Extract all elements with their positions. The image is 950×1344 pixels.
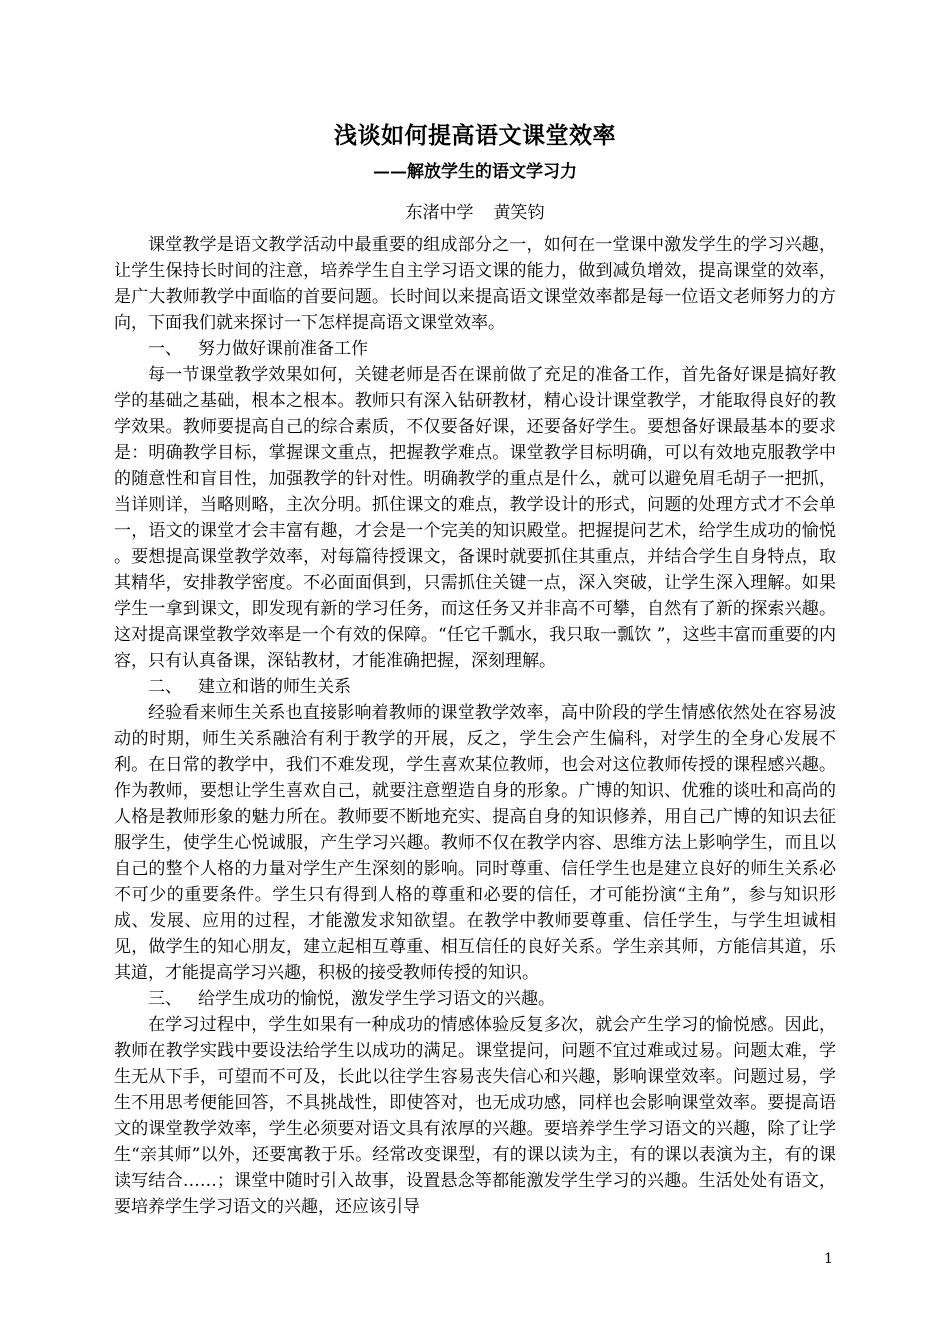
section-number-3: 三、 bbox=[148, 989, 182, 1009]
section-paragraph-2: 经验看来师生关系也直接影响着教师的课堂教学效率，高中阶段的学生情感依然处在容易波动的时期，师生关系融洽有利于教学的开展，反之，学生会产生偏科，对学生的全身心发展不利。在日常的教学中，我们不难发现，学生喜欢某位教师，也会对这位教师传授的课程感兴趣。作为教师，要想让学生喜欢自己，就要注意塑造自身的形象。广博的知识、优雅的谈吐和高尚的人格是教师形象的魅力所在。教师要不断地充实、提高自身的知识修养，用自己广博的知识去征服学生，使学生心悦诚服，产生学习兴趣。教师不仅在教学内容、思维方法上影响学生，而且以自己的整个人格的力量对学生产生深刻的影响。同时尊重、信任学生也是建立良好的师生关系必不可少的重要条件。学生只有得到人格的尊重和必要的信任，才可能扮演“主角”，参与知识形成、发展、应用的过程，才能激发求知欲望。在教学中教师要尊重、信任学生，与学生坦诚相见，做学生的知心朋友，建立起相互尊重、相互信任的良好关系。学生亲其师，方能信其道，乐其道，才能提高学习兴趣，积极的接受教师传授的知识。 bbox=[114, 703, 836, 983]
intro-paragraph: 课堂教学是语文教学活动中最重要的组成部分之一，如何在一堂课中激发学生的学习兴趣，让学生保持长时间的注意，培养学生自主学习语文课的能力，做到减负增效，提高课堂的效率，是广大教师教学中面临的首要问题。长时间以来提高语文课堂效率都是每一位语文老师努力的方向，下面我们就来探讨一下怎样提高语文课堂效率。 bbox=[114, 235, 836, 333]
section-paragraph-3: 在学习过程中，学生如果有一种成功的情感体验反复多次，就会产生学习的愉悦感。因此，教师在教学实践中要设法给学生以成功的满足。课堂提问，问题不宜过难或过易。问题太难，学生无从下手，可望而不可及，长此以往学生容易丧失信心和兴趣，影响课堂效率。问题过易，学生不用思考便能回答，不具挑战性，即使答对，也无成功感，同样也会影响课堂效率。要提高语文的课堂教学效率，学生必须要对语文具有浓厚的兴趣。要培养学生学习语文的兴趣，除了让学生“亲其师”以外，还要寓教于乐。经常改变课型，有的课以读为主，有的课以表演为主，有的课读写结合……；课堂中随时引入故事，设置悬念等都能激发学生学习的兴趣。生活处处有语文，要培养学生学习语文的兴趣，还应该引导 bbox=[114, 1015, 836, 1217]
section-heading-3 bbox=[114, 986, 836, 1012]
section-title-3: 给学生成功的愉悦，激发学生学习语文的兴趣。 bbox=[198, 989, 555, 1009]
document-subtitle: ——解放学生的语文学习力 bbox=[373, 162, 577, 182]
section-heading-1 bbox=[114, 336, 836, 362]
page-number: 1 bbox=[824, 1251, 833, 1267]
author-school: 东渚中学 bbox=[405, 203, 474, 223]
section-title-1: 努力做好课前准备工作 bbox=[198, 339, 368, 359]
section-number-2: 二、 bbox=[148, 677, 182, 697]
document-page bbox=[114, 0, 836, 1344]
section-heading-2 bbox=[114, 674, 836, 700]
section-title-2: 建立和谐的师生关系 bbox=[198, 677, 351, 697]
section-paragraph-1: 每一节课堂教学效果如何，关键老师是否在课前做了充足的准备工作，首先备好课是搞好教学的基础之基础，根本之根本。教师只有深入钻研教材，精心设计课堂教学，才能取得良好的教学效果。教师要提高自己的综合素质，不仅要备好课，还要备好学生。要想备好课最基本的要求是：明确教学目标，掌握课文重点，把握教学难点。课堂教学目标明确，可以有效地克服教学中的随意性和盲目性，加强教学的针对性。明确教学的重点是什么，就可以避免眉毛胡子一把抓，当详则详，当略则略，主次分明。抓住课文的难点，教学设计的形式，问题的处理方式才不会单一，语文的课堂才会丰富有趣，才会是一个完美的知识殿堂。把握提问艺术，给学生成功的愉悦 。要想提高课堂教学效率，对每篇待授课文，备课时就要抓住其重点，并结合学生自身特点，取其精华，安排教学密度。不必面面俱到，只需抓住关键一点，深入突破，让学生深入理解。如果学生一拿到课文，即发现有新的学习任务，而这任务又并非高不可攀，自然有了新的探索兴趣。这对提高课堂教学效率是一个有效的保障。“任它千瓢水，我只取一瓢饮 ”，这些丰富而重要的内容，只有认真备课，深钻教材，才能准确把握，深刻理解。 bbox=[114, 365, 836, 671]
document-title: 浅谈如何提高语文课堂效率 bbox=[334, 122, 616, 149]
document-body bbox=[114, 232, 836, 1220]
author-name: 黄笑钧 bbox=[493, 203, 545, 223]
author-line bbox=[114, 199, 836, 227]
section-number-1: 一、 bbox=[148, 339, 182, 359]
